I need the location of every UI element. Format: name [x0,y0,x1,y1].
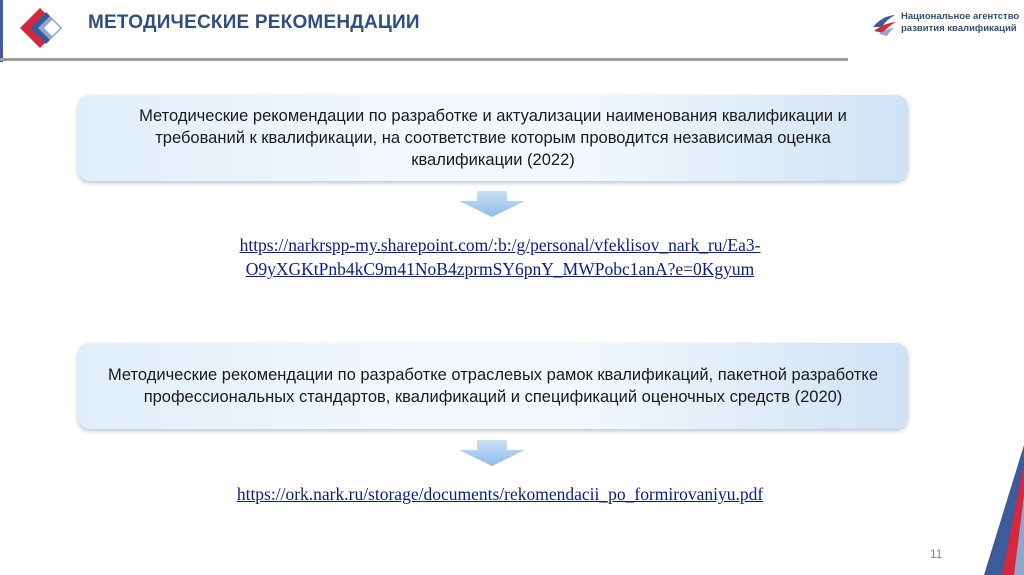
brand-logo [870,8,1020,48]
down-arrow-icon [459,191,525,217]
brand-name-line2: развития квалификаций [901,23,1017,34]
recommendation-card-text: Методические рекомендации по разработке и актуализации наименования квалификации и требований к квалификации, на соответствие которым проводится независимая оценка квалификации (2022) [139,107,847,169]
sharepoint-link-line2[interactable]: O9yXGKtPnb4kC9m41NoB4zprmSY6pnY_MWPobc1anA?e=0Kgyum [245,259,755,279]
page-number: 11 [930,547,943,561]
recommendation-card-2022 [78,95,908,181]
sharepoint-link[interactable] [130,233,870,281]
ork-pdf-link[interactable]: https://ork.nark.ru/storage/documents/rekomendacii_po_formirovaniyu.pdf [236,484,764,504]
corner-logo-icon [12,4,72,52]
page-title: МЕТОДИЧЕСКИЕ РЕКОМЕНДАЦИИ [88,12,420,33]
sharepoint-link-line1[interactable]: https://narkrspp-my.sharepoint.com/:b:/g/personal/vfeklisov_nark_ru/Ea3- [239,235,761,255]
header-divider [0,58,848,61]
brand-emblem-icon [870,10,898,38]
brand-name-line1: Национальное агентство [901,11,1020,22]
recommendation-card-text: Методические рекомендации по разработке отраслевых рамок квалификаций, пакетной разработке профессиональных стандартов, квалификаций и спецификаций оценочных средств (2020) [107,366,879,406]
down-arrow-icon [459,440,525,466]
header-left-edge [0,0,3,62]
recommendation-card-2020 [78,343,908,429]
